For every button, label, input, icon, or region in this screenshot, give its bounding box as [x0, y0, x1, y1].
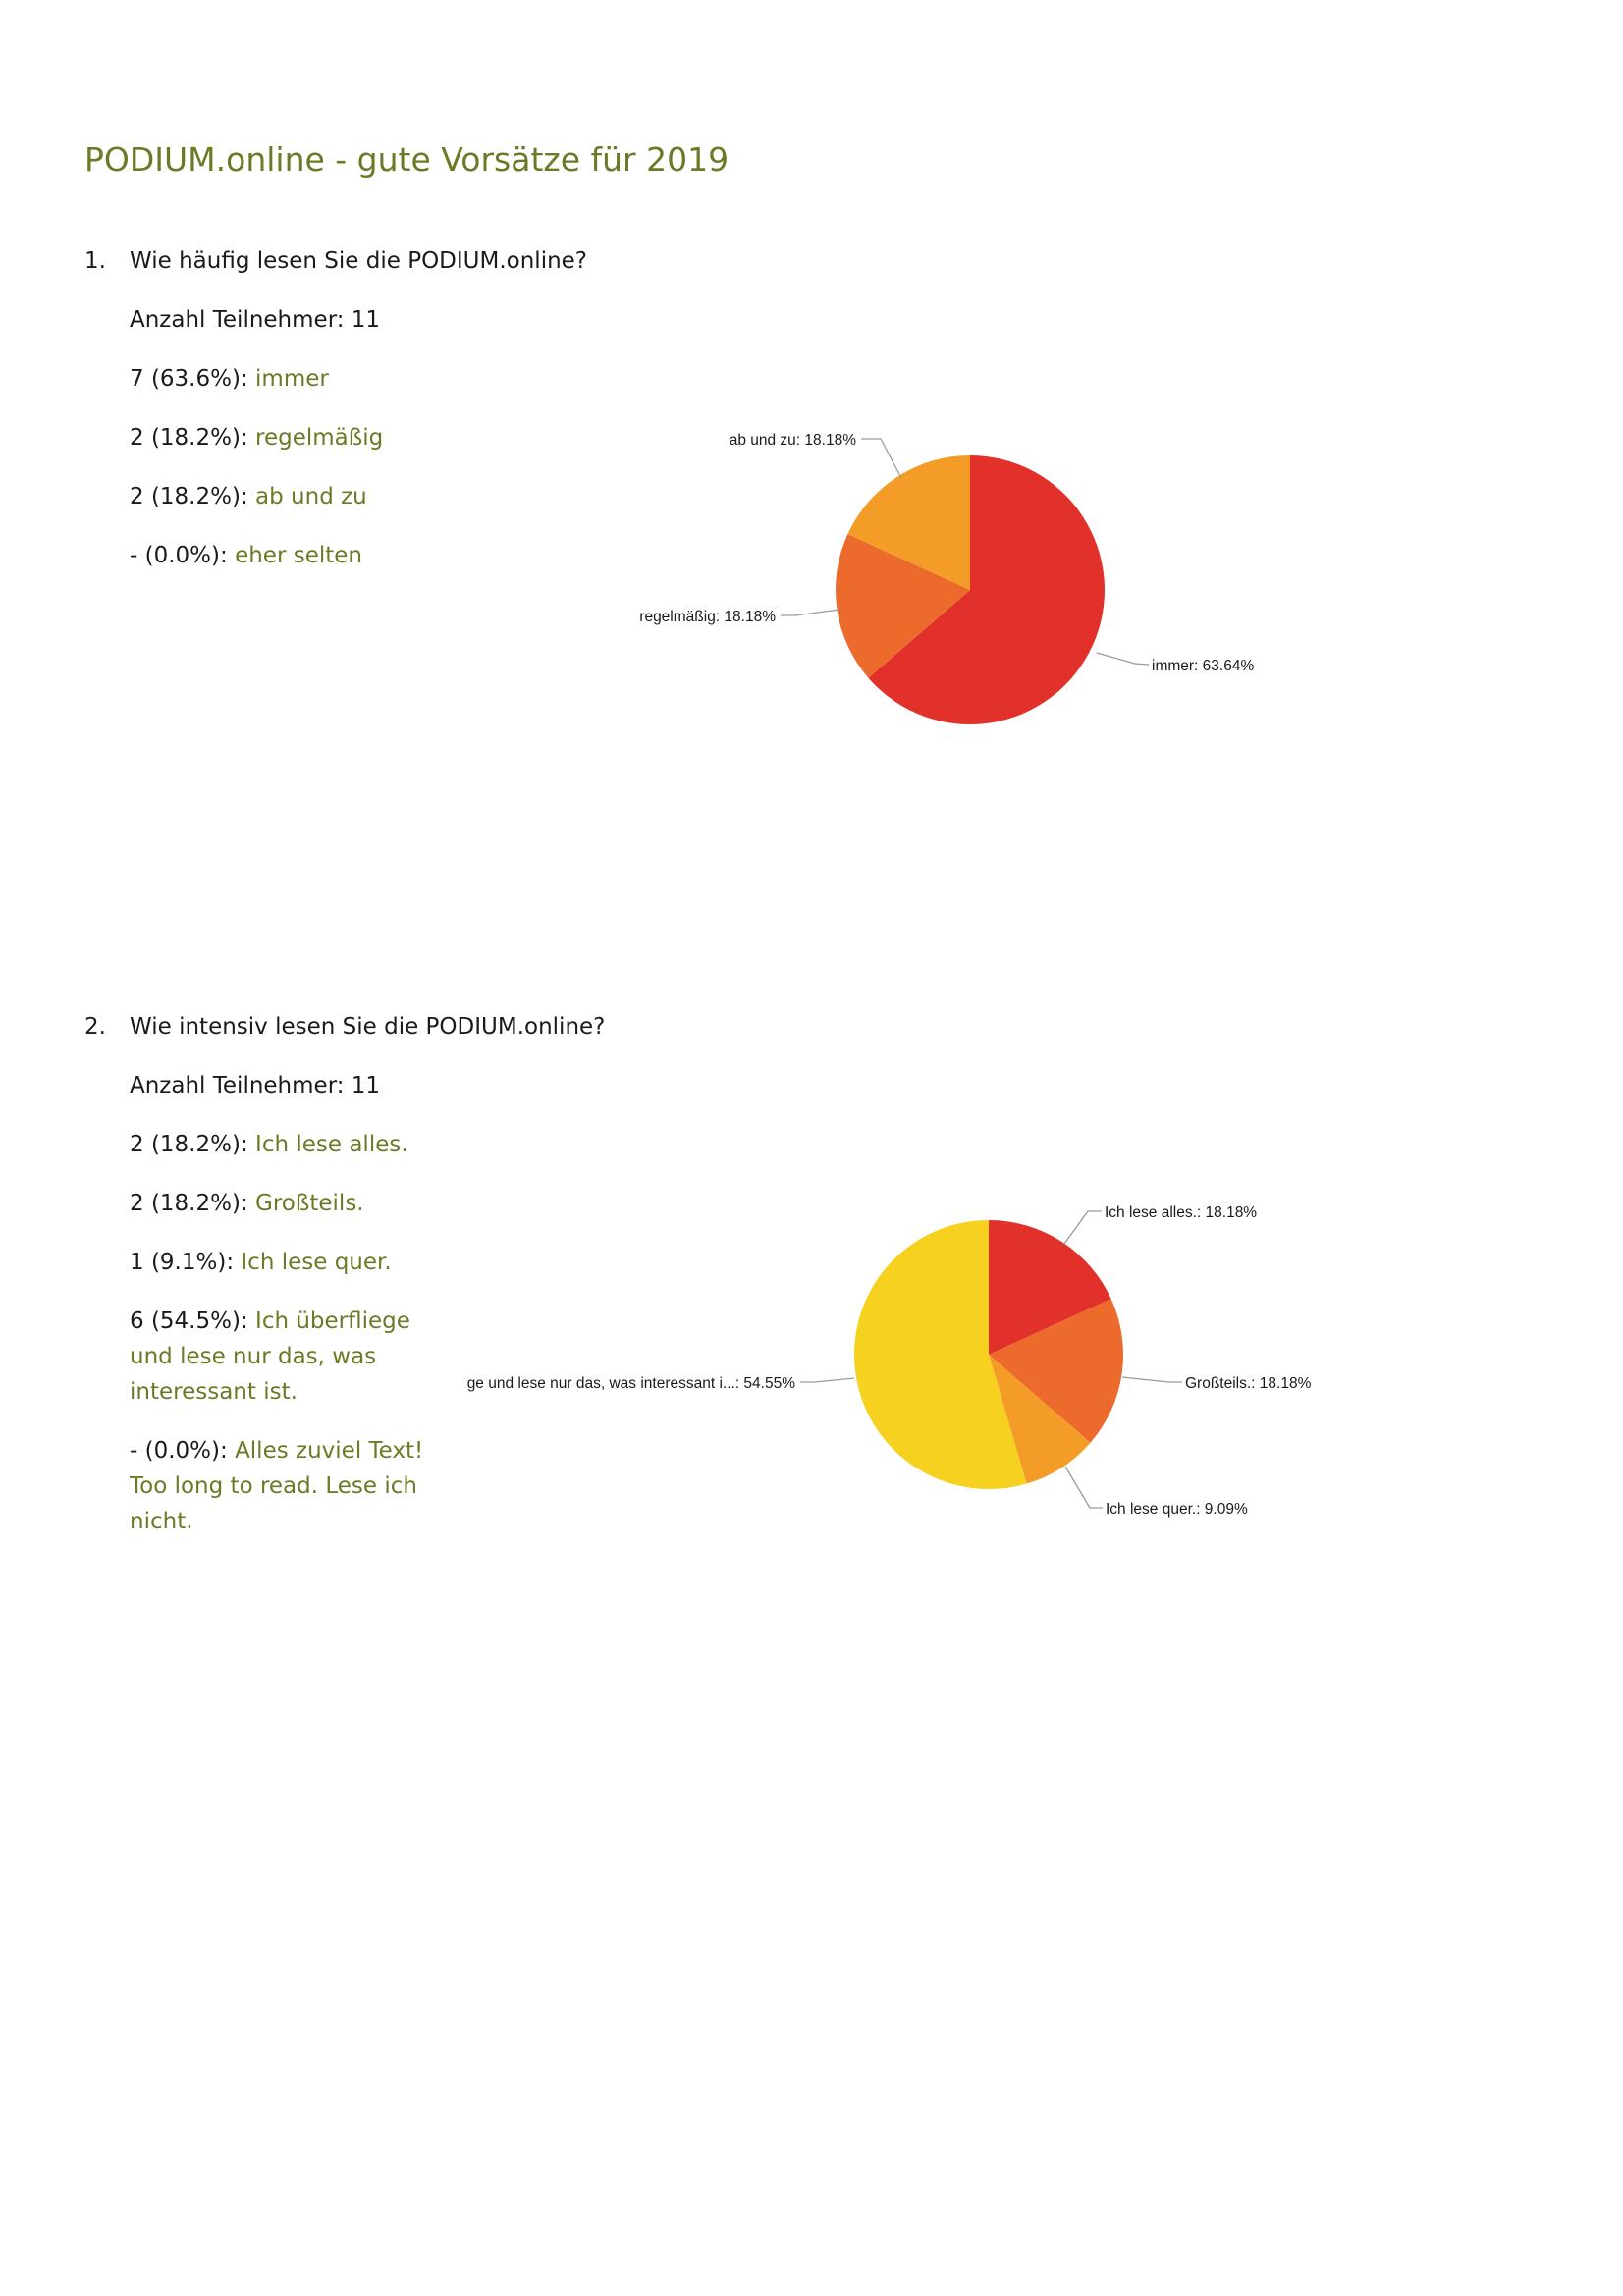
answer-immer: [130, 361, 454, 397]
question-2-text: Wie intensiv lesen Sie die PODIUM.online?: [130, 1014, 606, 1040]
answer-count: 7 (63.6%):: [130, 366, 248, 392]
answer-label: Großteils.: [255, 1191, 364, 1216]
pie-leader-line-regelmaessig: [781, 610, 839, 615]
pie-leader-line-ich-ueberfliege: [800, 1378, 854, 1382]
pie-label-ich-ueberfliege: ge und lese nur das, was interessant i...: 54.55%: [466, 1375, 795, 1392]
answer-label: Ich überfliege und lese nur das, was interessant ist.: [130, 1308, 410, 1405]
question-2-participants: Anzahl Teilnehmer: 11: [130, 1073, 381, 1098]
pie-label-ich-lese-alles: Ich lese alles.: 18.18%: [1105, 1204, 1258, 1221]
pie-leader-line-ich-lese-alles: [1064, 1211, 1102, 1244]
pie-chart-intensity: [432, 1178, 1375, 1571]
pie-leader-line-immer: [1097, 653, 1149, 665]
answer-ab-und-zu: [130, 479, 454, 514]
pie-leader-line-ab-und-zu: [861, 439, 901, 478]
pie-leader-line-grossteils: [1122, 1377, 1182, 1382]
answer-zuviel-text: [130, 1433, 454, 1539]
answer-ich-ueberfliege: [130, 1304, 454, 1410]
answer-label: regelmäßig: [255, 425, 384, 451]
question-2-number: 2.: [84, 1014, 106, 1040]
answer-regelmaessig: [130, 420, 454, 455]
pie-label-immer: immer: 63.64%: [1152, 658, 1255, 674]
answer-count: 2 (18.2%):: [130, 1132, 248, 1157]
answer-label: immer: [255, 366, 329, 392]
question-1-text: Wie häufig lesen Sie die PODIUM.online?: [130, 248, 588, 274]
question-1-participants: Anzahl Teilnehmer: 11: [130, 307, 381, 333]
answer-ich-lese-alles: [130, 1127, 454, 1162]
answer-eher-selten: [130, 538, 454, 573]
answer-count: - (0.0%):: [130, 1438, 228, 1464]
pie-label-regelmaessig: regelmäßig: 18.18%: [639, 609, 776, 625]
pie-label-grossteils: Großteils.: 18.18%: [1185, 1375, 1312, 1392]
answer-count: 2 (18.2%):: [130, 1191, 248, 1216]
answer-count: 2 (18.2%):: [130, 484, 248, 509]
answer-ich-lese-quer: [130, 1245, 454, 1280]
page-title: PODIUM.online - gute Vorsätze für 2019: [84, 140, 730, 179]
pie-label-ab-und-zu: ab und zu: 18.18%: [729, 432, 856, 449]
answer-count: 2 (18.2%):: [130, 425, 248, 451]
answer-grossteils: [130, 1186, 454, 1221]
answer-count: - (0.0%):: [130, 543, 228, 568]
answer-count: 6 (54.5%):: [130, 1308, 248, 1334]
answer-label: eher selten: [235, 543, 362, 568]
question-2-heading: [84, 1009, 1557, 1044]
answer-label: Alles zuviel Text! Too long to read. Lese ich nicht.: [130, 1438, 424, 1534]
answer-label: Ich lese alles.: [255, 1132, 408, 1157]
answer-label: Ich lese quer.: [241, 1250, 392, 1275]
pie-chart-frequency: [609, 412, 1316, 746]
question-1-number: 1.: [84, 248, 106, 274]
answer-count: 1 (9.1%):: [130, 1250, 235, 1275]
pie-label-ich-lese-quer: Ich lese quer.: 9.09%: [1106, 1501, 1248, 1518]
pie-leader-line-ich-lese-quer: [1065, 1467, 1103, 1508]
question-1-heading: [84, 243, 1557, 279]
answer-label: ab und zu: [255, 484, 367, 509]
